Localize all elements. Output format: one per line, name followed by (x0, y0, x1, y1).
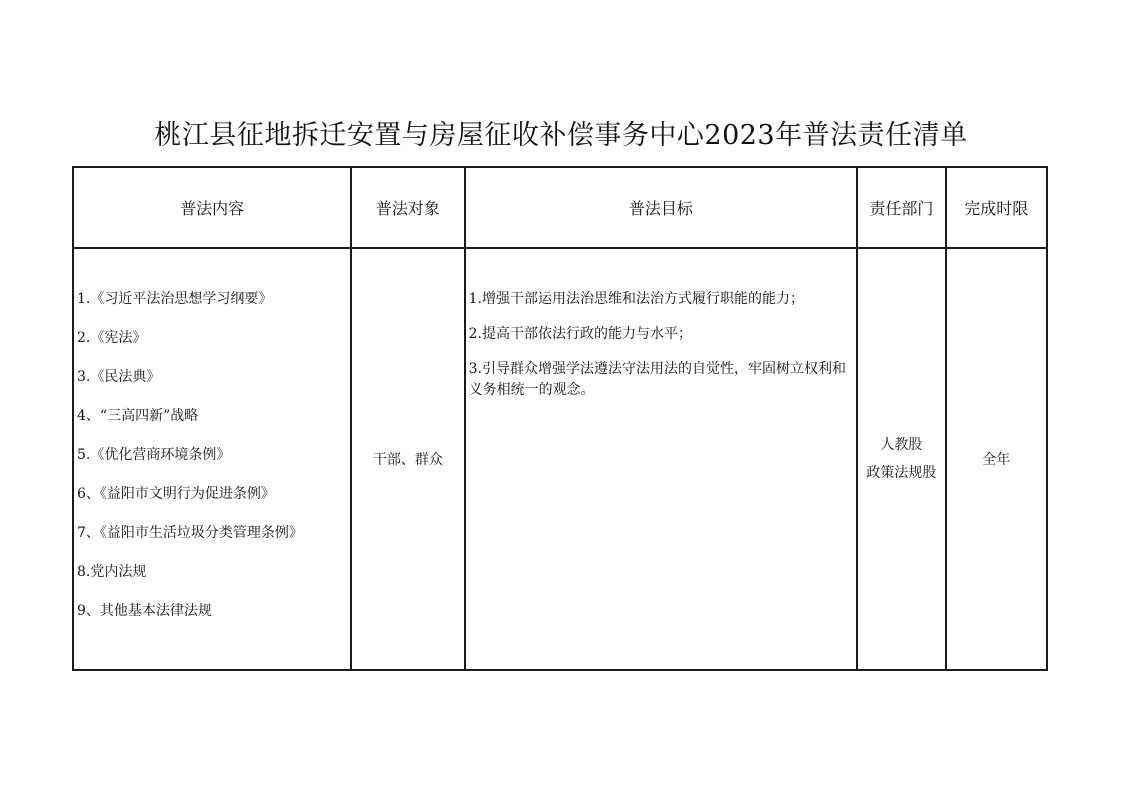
content-item: 9、其他基本法律法规 (77, 603, 212, 619)
table-row (73, 248, 1047, 670)
goal-item: 3.引导群众增强学法遵法守法用法的自觉性，牢固树立权利和义务相统一的观念。 (468, 361, 846, 398)
document-title: 桃江县征地拆迁安置与房屋征收补偿事务中心2023年普法责任清单 (154, 120, 968, 151)
header-time: 完成时限 (946, 167, 1047, 248)
header-dept: 责任部门 (857, 167, 945, 248)
goal-item: 1.增强干部运用法治思维和法治方式履行职能的能力； (468, 291, 804, 307)
content-item: 8.党内法规 (77, 564, 147, 580)
table-header-row (73, 167, 1047, 248)
goal-cell (465, 248, 858, 670)
content-item: 2.《宪法》 (77, 330, 147, 346)
dept-cell (857, 248, 945, 670)
content-item: 5.《优化营商环境条例》 (77, 447, 231, 463)
content-item: 4、“三高四新”战略 (77, 408, 199, 424)
content-item: 1.《习近平法治思想学习纲要》 (77, 291, 273, 307)
content-item: 6、《益阳市文明行为促进条例》 (77, 486, 275, 502)
content-cell (73, 248, 351, 670)
content-item: 7、《益阳市生活垃圾分类管理条例》 (77, 525, 303, 541)
target-cell: 干部、群众 (351, 248, 464, 670)
header-content: 普法内容 (73, 167, 351, 248)
dept-item: 人教股 (880, 437, 923, 453)
time-cell: 全年 (946, 248, 1047, 670)
header-target: 普法对象 (351, 167, 464, 248)
dept-item: 政策法规股 (866, 465, 937, 481)
content-item: 3.《民法典》 (77, 369, 161, 385)
responsibility-table (72, 166, 1048, 671)
goal-item: 2.提高干部依法行政的能力与水平； (468, 326, 692, 342)
header-goal: 普法目标 (465, 167, 858, 248)
